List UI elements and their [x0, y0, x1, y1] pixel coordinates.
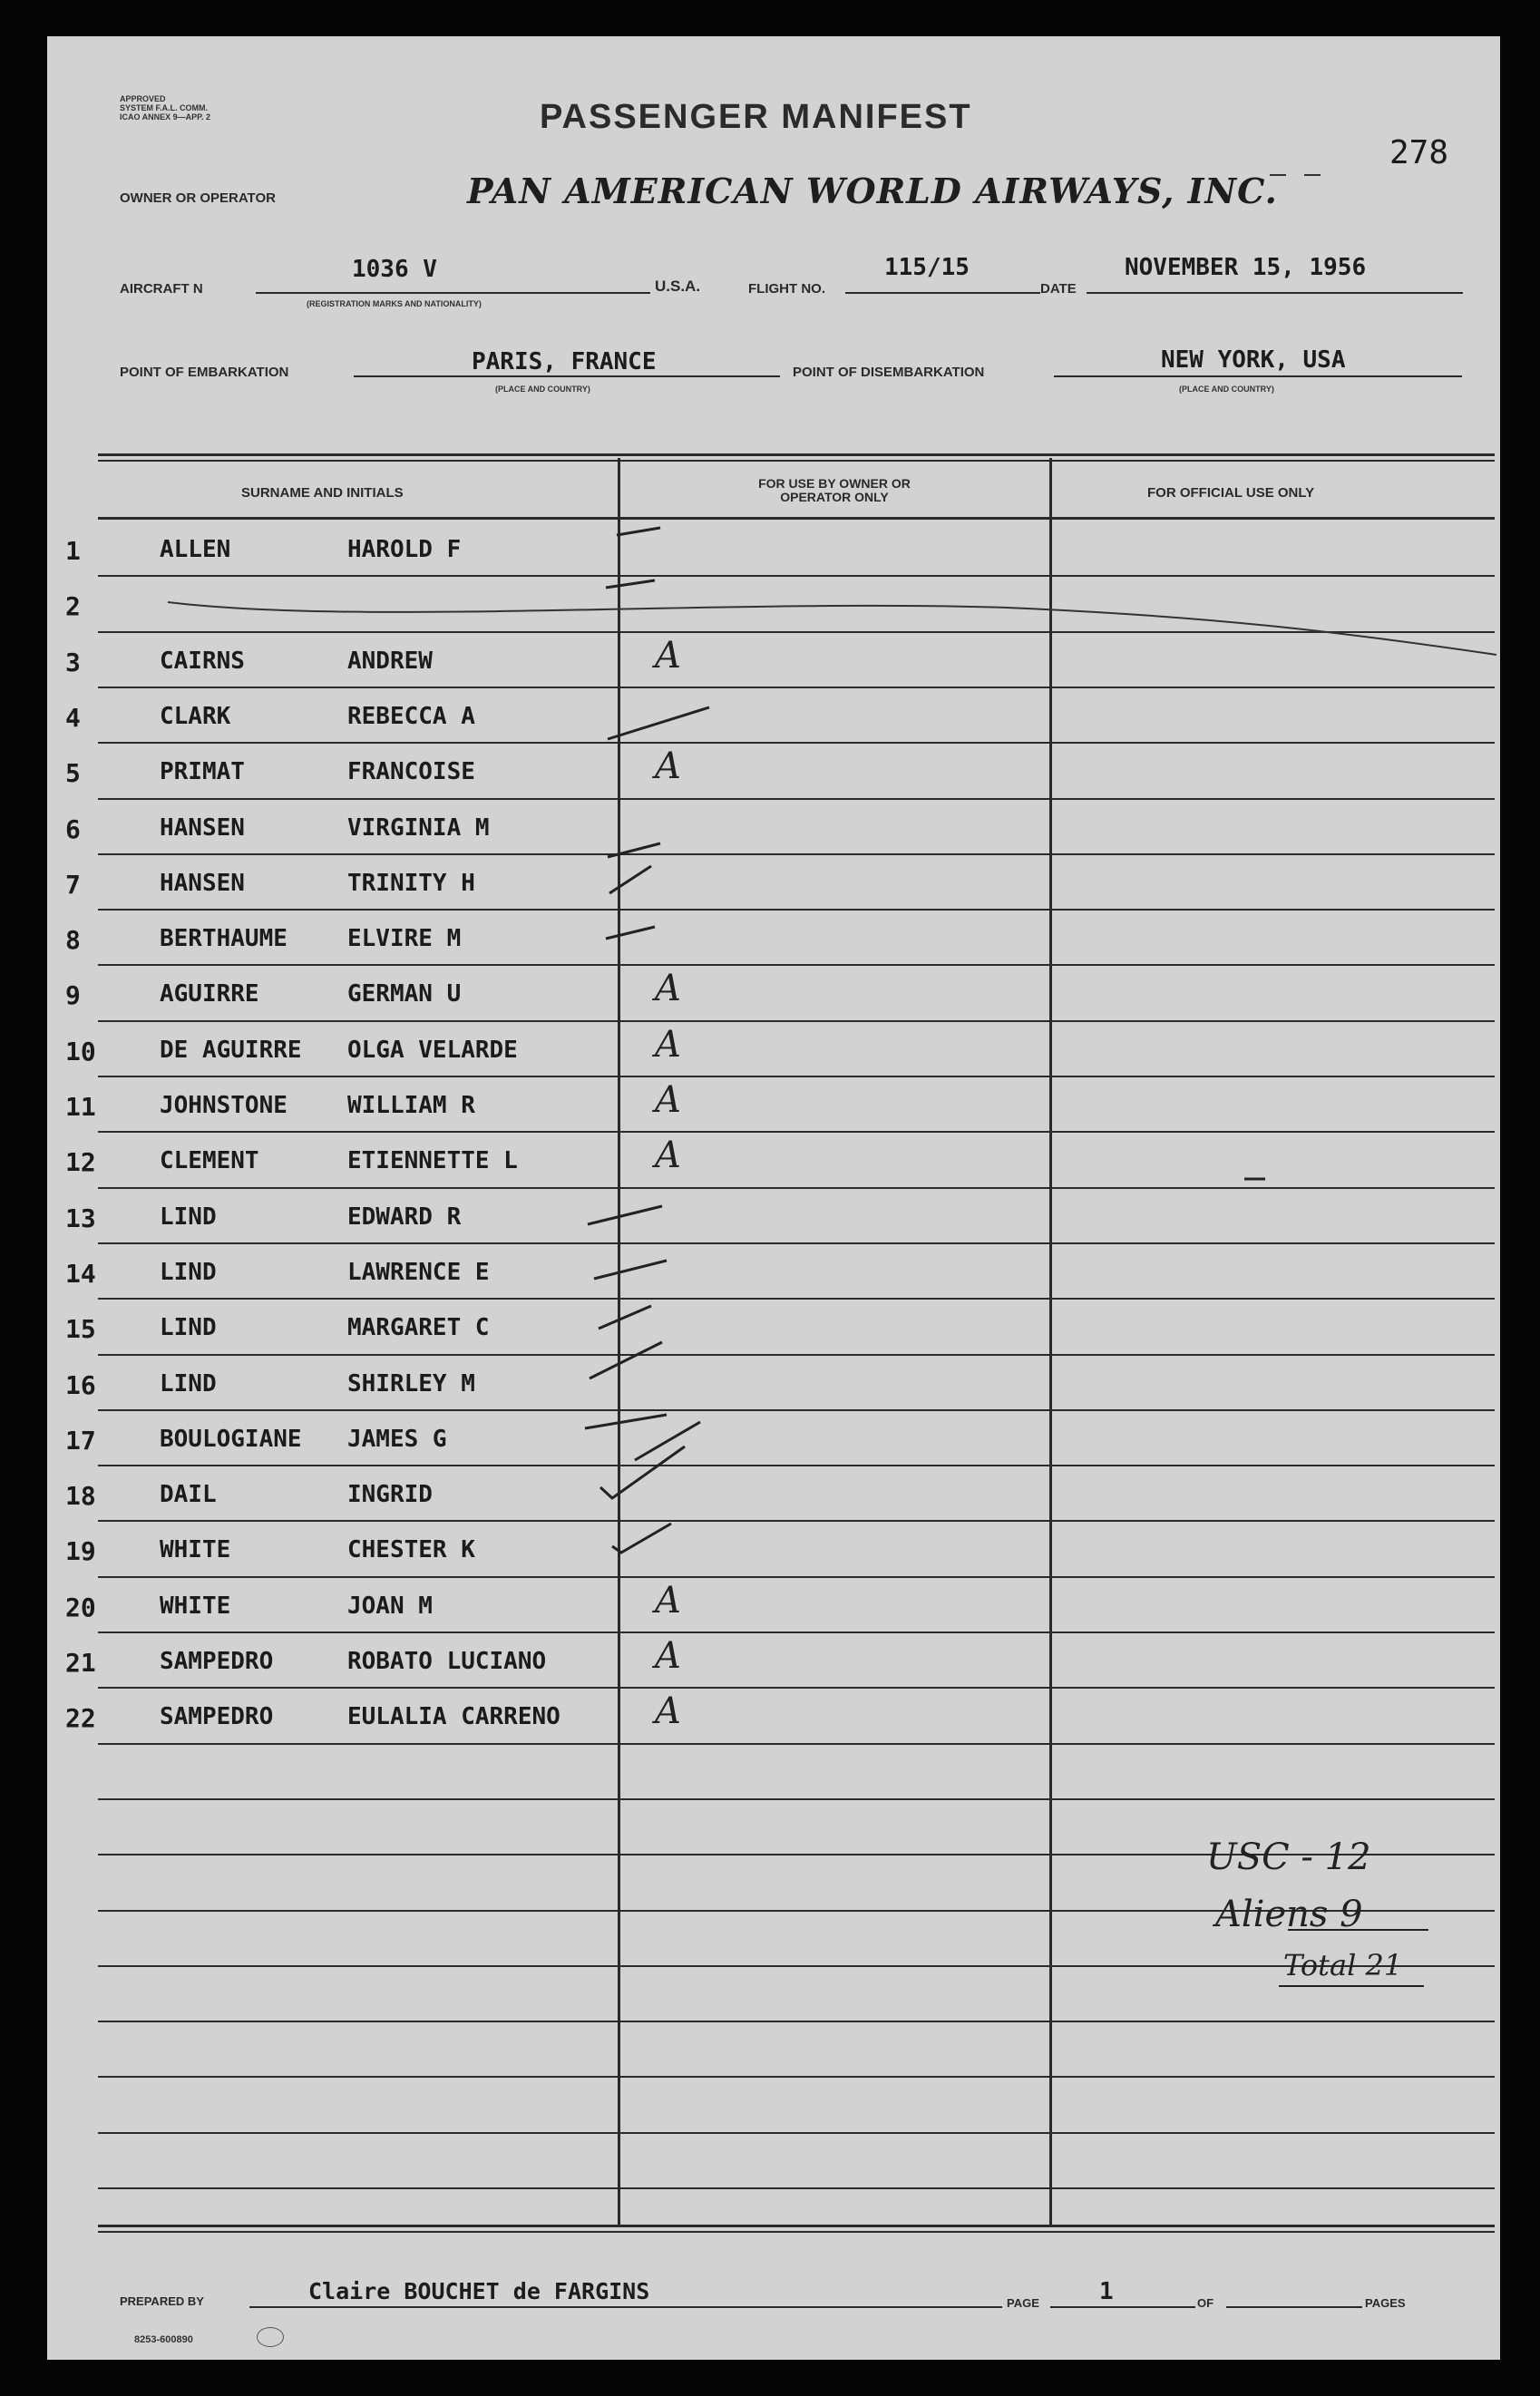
passenger-given-names: FRANCOISE	[347, 758, 475, 785]
operator-name: PAN AMERICAN WORLD AIRWAYS, INC.	[467, 170, 1278, 211]
embarkation-value: PARIS, FRANCE	[472, 348, 657, 375]
row-number: 3	[65, 648, 81, 677]
passenger-surname: LIND	[160, 1314, 217, 1341]
alien-mark: A	[655, 1024, 681, 1066]
aircraft-value: 1036 V	[352, 256, 437, 283]
passenger-surname: PRIMAT	[160, 758, 245, 785]
alien-mark: A	[655, 745, 681, 787]
row-number: 15	[65, 1314, 96, 1344]
of-label: OF	[1197, 2296, 1214, 2310]
row-number: 1	[65, 536, 81, 566]
row-number: 10	[65, 1037, 96, 1067]
passenger-surname: SAMPEDRO	[160, 1648, 274, 1675]
check-mark	[617, 528, 660, 535]
passenger-given-names: JOAN M	[347, 1592, 433, 1620]
passenger-given-names: ELVIRE M	[347, 925, 462, 952]
check-mark	[608, 707, 709, 739]
page-title: PASSENGER MANIFEST	[540, 98, 972, 136]
passenger-surname: BOULOGIANE	[160, 1426, 302, 1453]
surname-column-header: SURNAME AND INITIALS	[241, 485, 404, 501]
passenger-given-names: CHESTER K	[347, 1536, 475, 1563]
check-mark	[606, 927, 655, 939]
disembarkation-caption: (PLACE AND COUNTRY)	[1179, 385, 1274, 394]
passenger-given-names: HAROLD F	[347, 536, 462, 563]
row-number: 6	[65, 814, 81, 844]
check-mark	[585, 1415, 667, 1428]
passenger-surname: CAIRNS	[160, 648, 245, 675]
aircraft-caption: (REGISTRATION MARKS AND NATIONALITY)	[307, 299, 482, 308]
passenger-given-names: WILLIAM R	[347, 1092, 475, 1119]
of-underline	[1226, 2306, 1362, 2308]
page-label: PAGE	[1007, 2296, 1039, 2310]
pages-label: PAGES	[1365, 2296, 1406, 2310]
passenger-surname: CLEMENT	[160, 1147, 259, 1174]
owner-column-header: FOR USE BY OWNER OR OPERATOR ONLY	[758, 476, 911, 504]
alien-mark: A	[655, 1135, 681, 1176]
passenger-given-names: EDWARD R	[347, 1203, 462, 1231]
passenger-surname: CLARK	[160, 703, 231, 730]
passenger-given-names: REBECCA A	[347, 703, 475, 730]
row-number: 17	[65, 1426, 96, 1456]
passenger-surname: HANSEN	[160, 814, 245, 842]
tally-aliens: Aliens 9	[1215, 1894, 1363, 1935]
date-label: DATE	[1040, 281, 1077, 297]
passenger-given-names: ROBATO LUCIANO	[347, 1648, 547, 1675]
passenger-given-names: ANDREW	[347, 648, 433, 675]
check-mark	[594, 1261, 667, 1279]
prepared-by-label: PREPARED BY	[120, 2294, 204, 2308]
embarkation-caption: (PLACE AND COUNTRY)	[495, 385, 590, 394]
row-number: 7	[65, 870, 81, 900]
row-number: 19	[65, 1536, 96, 1566]
approval-note: APPROVED SYSTEM F.A.L. COMM. ICAO ANNEX 9—APP. 2	[120, 94, 211, 122]
row-number: 20	[65, 1592, 96, 1622]
row-number: 8	[65, 925, 81, 955]
alien-mark: A	[655, 635, 681, 677]
disembarkation-label: POINT OF DISEMBARKATION	[793, 365, 985, 380]
row-number: 12	[65, 1147, 96, 1177]
passenger-surname: WHITE	[160, 1592, 231, 1620]
row-number: 11	[65, 1092, 96, 1122]
alien-mark: A	[655, 1690, 681, 1732]
passenger-surname: LIND	[160, 1259, 217, 1286]
passenger-surname: LIND	[160, 1370, 217, 1398]
passenger-given-names: OLGA VELARDE	[347, 1037, 518, 1064]
passenger-surname: AGUIRRE	[160, 980, 259, 1008]
date-value: NOVEMBER 15, 1956	[1125, 254, 1367, 281]
passenger-given-names: GERMAN U	[347, 980, 462, 1008]
aircraft-label: AIRCRAFT N	[120, 281, 203, 297]
check-mark	[590, 1342, 662, 1378]
passenger-given-names: INGRID	[347, 1481, 433, 1508]
alien-mark: A	[655, 1580, 681, 1622]
passenger-surname: HANSEN	[160, 870, 245, 897]
row-number: 4	[65, 703, 81, 733]
passenger-surname: LIND	[160, 1203, 217, 1231]
printer-seal	[257, 2327, 284, 2347]
disembarkation-value: NEW YORK, USA	[1161, 346, 1346, 374]
alien-mark: A	[655, 968, 681, 1009]
passenger-given-names: ETIENNETTE L	[347, 1147, 518, 1174]
passenger-surname: WHITE	[160, 1536, 231, 1563]
passenger-surname: JOHNSTONE	[160, 1092, 288, 1119]
row-number: 21	[65, 1648, 96, 1678]
strike-line	[168, 602, 1496, 655]
passenger-surname: ALLEN	[160, 536, 231, 563]
passenger-surname: BERTHAUME	[160, 925, 288, 952]
row-number: 13	[65, 1203, 96, 1233]
alien-mark: A	[655, 1635, 681, 1677]
check-mark	[599, 1306, 651, 1329]
check-mark	[608, 843, 660, 857]
embarkation-label: POINT OF EMBARKATION	[120, 365, 289, 380]
passenger-surname: DE AGUIRRE	[160, 1037, 302, 1064]
usa-label: U.S.A.	[655, 278, 701, 295]
row-number: 14	[65, 1259, 96, 1289]
check-mark	[609, 866, 651, 893]
passenger-surname: DAIL	[160, 1481, 217, 1508]
passenger-surname: SAMPEDRO	[160, 1703, 274, 1730]
row-number: 2	[65, 591, 81, 621]
owner-label: OWNER OR OPERATOR	[120, 190, 276, 206]
passenger-given-names: TRINITY H	[347, 870, 475, 897]
flight-value: 115/15	[884, 254, 970, 281]
page-value: 1	[1099, 2278, 1114, 2305]
row-number: 16	[65, 1370, 96, 1400]
passenger-given-names: SHIRLEY M	[347, 1370, 475, 1398]
tally-usc: USC - 12	[1206, 1836, 1371, 1878]
form-number: 8253-600890	[134, 2334, 193, 2345]
page-reference: 278	[1389, 134, 1449, 171]
row-number: 22	[65, 1703, 96, 1733]
row-number: 5	[65, 758, 81, 788]
row-number: 9	[65, 980, 81, 1010]
check-mark	[635, 1422, 700, 1460]
prepared-underline	[249, 2306, 1002, 2308]
passenger-given-names: LAWRENCE E	[347, 1259, 490, 1286]
official-column-header: FOR OFFICIAL USE ONLY	[1147, 485, 1315, 501]
passenger-given-names: MARGARET C	[347, 1314, 490, 1341]
check-mark	[588, 1206, 662, 1224]
passenger-given-names: EULALIA CARRENO	[347, 1703, 560, 1730]
page-underline	[1050, 2306, 1195, 2308]
check-mark	[606, 580, 655, 588]
flight-label: FLIGHT NO.	[748, 281, 825, 297]
check-mark	[612, 1524, 671, 1553]
passenger-given-names: JAMES G	[347, 1426, 447, 1453]
table-bottom-rule	[98, 2231, 1495, 2233]
tally-total: Total 21	[1283, 1948, 1403, 1982]
prepared-by-value: Claire BOUCHET de FARGINS	[308, 2278, 650, 2304]
passenger-given-names: VIRGINIA M	[347, 814, 490, 842]
alien-mark: A	[655, 1079, 681, 1121]
row-number: 18	[65, 1481, 96, 1511]
table-bottom-rule	[98, 2225, 1495, 2227]
